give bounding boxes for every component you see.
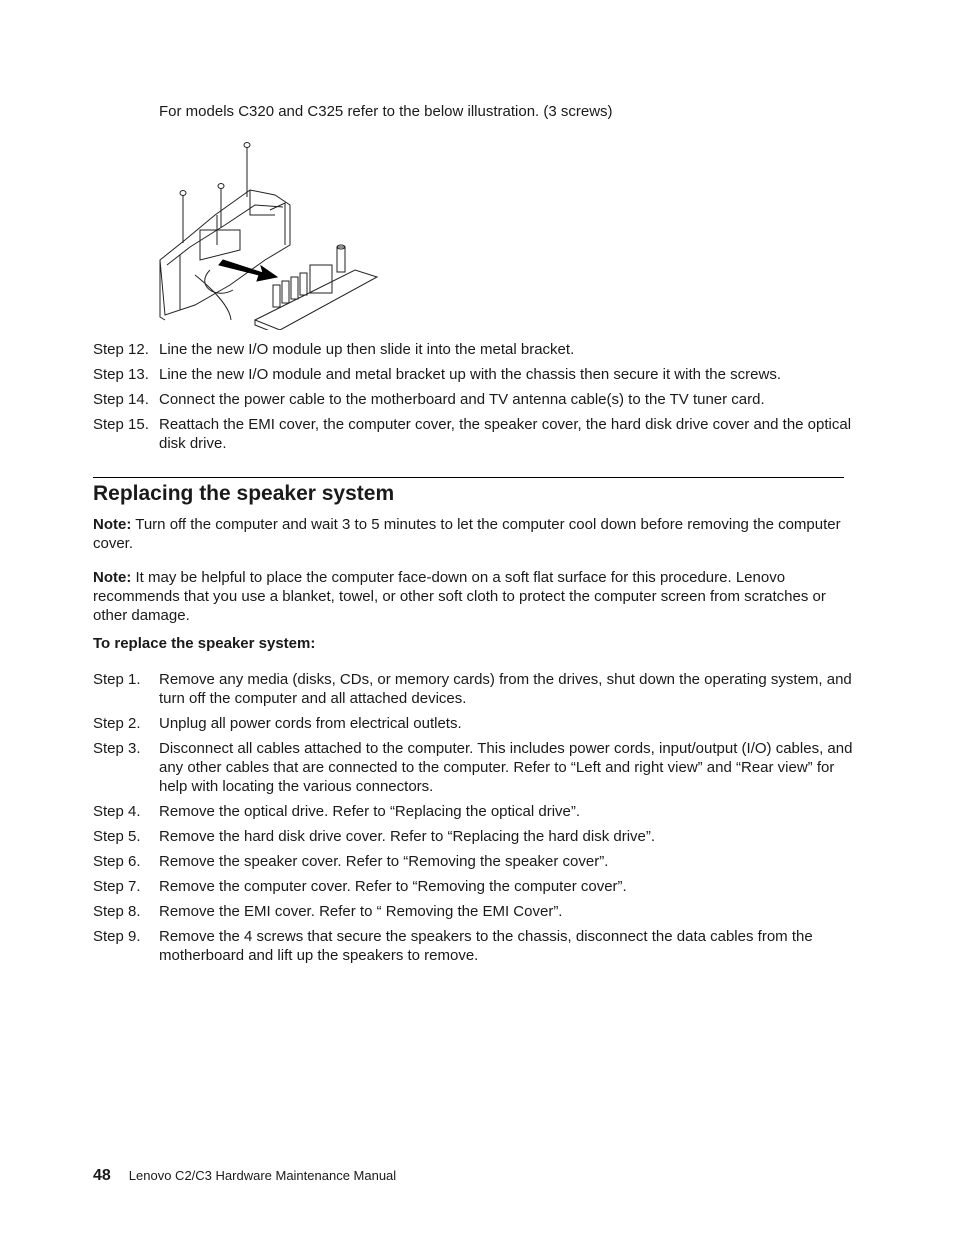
screw-icon: [218, 184, 224, 228]
step-text: Remove the optical drive. Refer to “Replacing the optical drive”.: [159, 803, 581, 820]
step-text: Remove the speaker cover. Refer to “Removing the speaker cover”.: [159, 853, 609, 870]
step-number: Step 4.: [93, 803, 141, 820]
step-number: Step 8.: [93, 903, 141, 920]
speaker-steps: [93, 670, 853, 971]
step-number: Step 3.: [93, 740, 141, 757]
step-number: Step 14.: [93, 391, 149, 408]
step-text: Remove the 4 screws that secure the speakers to the chassis, disconnect the data cables from the motherboard and lift up the speakers to remove.: [159, 928, 813, 964]
step-item: [93, 852, 853, 871]
step-number: Step 5.: [93, 828, 141, 845]
step-number: Step 13.: [93, 366, 149, 383]
section-divider: [93, 477, 844, 478]
note-cooldown: [93, 515, 853, 553]
step-text: Remove the EMI cover. Refer to “ Removing the EMI Cover”.: [159, 903, 563, 920]
step-text: Reattach the EMI cover, the computer cover, the speaker cover, the hard disk drive cover and the optical disk drive.: [159, 416, 852, 452]
manual-title: Lenovo C2/C3 Hardware Maintenance Manual: [128, 1168, 397, 1183]
step-text: Remove the hard disk drive cover. Refer to “Replacing the hard disk drive”.: [159, 828, 656, 845]
screw-icon: [244, 143, 250, 198]
step-item: [93, 415, 853, 453]
step-text: Connect the power cable to the motherboard and TV antenna cable(s) to the TV tuner card.: [159, 391, 765, 408]
note-text: Turn off the computer and wait 3 to 5 minutes to let the computer cool down before removing the computer cover.: [93, 516, 841, 552]
step-item: [93, 365, 853, 384]
note-label: Note:: [93, 569, 132, 586]
intro-text: For models C320 and C325 refer to the below illustration. (3 screws): [159, 103, 613, 120]
step-text: Line the new I/O module up then slide it into the metal bracket.: [159, 341, 575, 358]
step-item: [93, 802, 853, 821]
note-text: It may be helpful to place the computer face-down on a soft flat surface for this procedure. Lenovo recommends that you use a blanket, towel, or other soft cloth to protect the computer screen from scratches or other damage.: [93, 569, 826, 624]
procedure-subheading: To replace the speaker system:: [93, 635, 316, 652]
step-number: Step 6.: [93, 853, 141, 870]
screw-icon: [180, 191, 186, 244]
section-title: Replacing the speaker system: [93, 482, 395, 505]
step-number: Step 15.: [93, 416, 149, 433]
step-text: Remove any media (disks, CDs, or memory cards) from the drives, shut down the operating system, and turn off the computer and all attached devices.: [159, 671, 852, 707]
step-item: [93, 714, 853, 733]
step-item: [93, 739, 853, 796]
step-number: Step 12.: [93, 341, 149, 358]
install-steps: [93, 340, 853, 459]
step-text: Line the new I/O module and metal bracket up with the chassis then secure it with the screws.: [159, 366, 781, 383]
page-number: 48: [93, 1167, 111, 1184]
step-item: [93, 340, 853, 359]
step-text: Remove the computer cover. Refer to “Removing the computer cover”.: [159, 878, 627, 895]
step-item: [93, 927, 853, 965]
io-bracket-diagram: [155, 135, 385, 330]
io-module-illustration: [155, 135, 385, 330]
step-item: [93, 877, 853, 896]
page-footer: [93, 1166, 396, 1185]
step-number: Step 1.: [93, 671, 141, 688]
note-placement: [93, 568, 853, 625]
step-number: Step 2.: [93, 715, 141, 732]
step-text: Disconnect all cables attached to the computer. This includes power cords, input/output (I/O) cables, and any other cables that are connected to the computer. Refer to “Left and right view” and “Rear view” for help with locating the various connectors.: [159, 740, 853, 795]
step-number: Step 9.: [93, 928, 141, 945]
step-text: Unplug all power cords from electrical outlets.: [159, 715, 462, 732]
step-item: [93, 390, 853, 409]
step-number: Step 7.: [93, 878, 141, 895]
step-item: [93, 670, 853, 708]
step-item: [93, 902, 853, 921]
step-item: [93, 827, 853, 846]
note-label: Note:: [93, 516, 132, 533]
